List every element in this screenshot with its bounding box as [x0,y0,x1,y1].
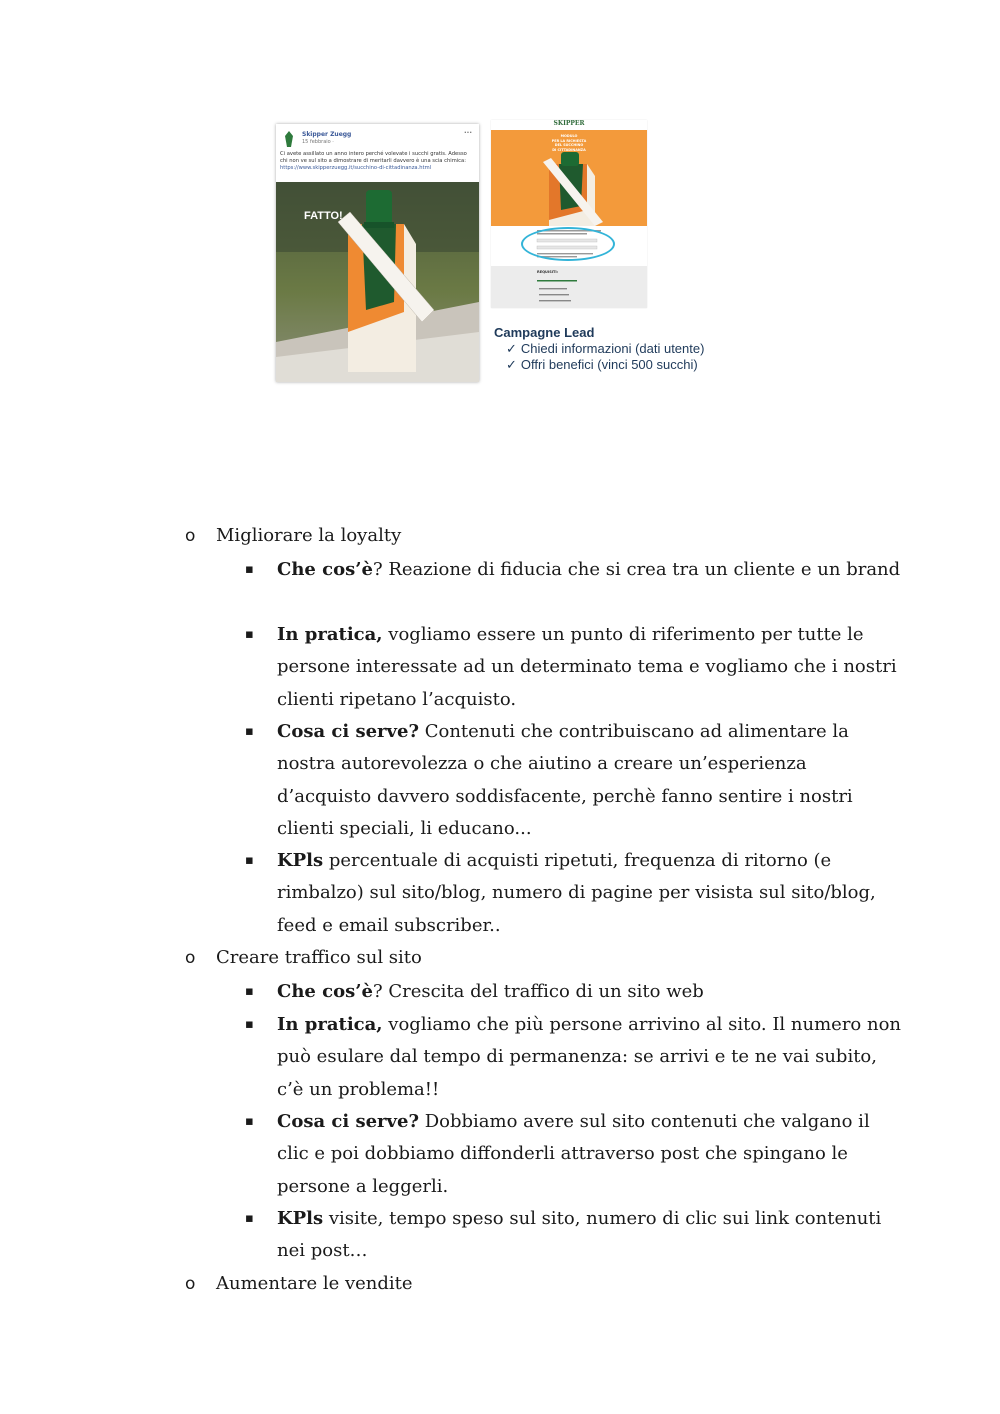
sub-list-item [245,619,902,716]
sub-item-text: vogliamo essere un punto di riferimento per tutte le persone interessate ad un determinato tema e vogliamo che i nostri clienti ripetano l’acquisto. [277,624,897,710]
sub-list-item [245,716,902,846]
sub-list-item [245,845,902,942]
sub-item-label: In pratica, [277,624,383,645]
sub-item-label: Che cos’è [277,981,373,1002]
sub-list-item [245,1203,902,1268]
facebook-post-date: 15 febbraio · [302,139,334,145]
facebook-post-screenshot [276,124,479,382]
landing-nav-bar [491,120,647,130]
landing-requirements [491,266,647,308]
sub-list-bullet: ▪ [245,1114,254,1129]
sub-item-label: KPls [277,850,324,871]
landing-hero [491,130,647,226]
sub-item-label: Cosa ci serve? [277,1111,419,1132]
sub-item-text: percentuale di acquisti ripetuti, frequenza di ritorno (e rimbalzo) sul sito/blog, numero di pagine per visista sul sito/blog, feed e email subscriber.. [277,850,876,936]
landing-brand: SKIPPER [553,120,585,127]
sub-list-bullet: ▪ [245,984,254,999]
list-item [185,942,896,974]
sub-item-text: ? Crescita del traffico di un sito web [372,981,704,1002]
landing-requirements-heading: REQUISITI: [537,270,559,274]
requirements-list-graphic [491,266,647,308]
more-options-icon: ··· [464,129,472,137]
landing-juice-pack-image [491,130,647,226]
facebook-post-header [282,131,474,149]
facebook-post-link: https://www.skipperzuegg.it/succhino-di-cittadinanza.html [280,165,432,171]
list-bullet: o [185,526,196,546]
sub-list-bullet: ▪ [245,562,254,577]
sub-list-item [245,976,902,1008]
form-highlight-circle [521,227,615,261]
campaign-caption-item [506,357,698,373]
list-item-text: Aumentare le vendite [216,1273,413,1294]
list-item [185,1268,896,1300]
facebook-page-name: Skipper Zuegg [302,131,352,138]
check-icon: ✓ [506,357,517,372]
sub-item-text: Dobbiamo avere sul sito contenuti che valgano il clic e poi dobbiamo diffonderli attraverso post che spingano le persone a leggerli. [277,1111,870,1197]
sub-list-item [245,554,902,586]
campaign-caption-item-text: Offri benefici (vinci 500 succhi) [520,357,698,372]
sub-list-item [245,1009,902,1106]
sub-list-bullet: ▪ [245,1211,254,1226]
campaign-caption-item-text: Chiedi informazioni (dati utente) [520,341,705,356]
campaign-figure [276,120,736,390]
sub-item-text: visite, tempo speso sul sito, numero di clic sui link contenuti nei post… [277,1208,882,1262]
sub-item-label: In pratica, [277,1014,383,1035]
sub-item-label: Cosa ci serve? [277,721,419,742]
sub-list-bullet: ▪ [245,1017,254,1032]
sub-list-item [245,1106,902,1203]
sub-item-text: vogliamo che più persone arrivino al sito. Il numero non può esulare dal tempo di permanenza: se arrivi e te ne vai subito, c’è un problema!! [277,1014,902,1100]
list-bullet: o [185,948,196,968]
landing-hero-title: MODULO PER LA RICHIESTA DEL SUCCHINO DI CITTADINANZA [551,134,587,152]
campaign-caption-item [506,341,704,357]
list-item [185,520,896,552]
check-icon: ✓ [506,341,517,356]
list-bullet: o [185,1274,196,1294]
skipper-logo-icon [284,131,294,147]
campaign-caption-title: Campagne Lead [494,325,595,340]
sub-item-label: KPls [277,1208,324,1229]
sub-list-bullet: ▪ [245,853,254,868]
sub-item-text: ? Reazione di fiducia che si crea tra un cliente e un brand [372,559,901,580]
sub-item-label: Che cos’è [277,559,373,580]
landing-page-screenshot [491,120,647,308]
list-item-text: Creare traffico sul sito [216,947,422,968]
sub-item-text: Contenuti che contribuiscano ad alimentare la nostra autorevolezza o che aiutino a creare un’esperienza d’acquisto davvero soddisfacente, perchè fanno sentire i nostri clienti speciali, li educano... [277,721,853,840]
sub-list-bullet: ▪ [245,724,254,739]
photo-caption-fatto: FATTO! [304,210,343,222]
list-item-text: Migliorare la loyalty [216,525,402,546]
sub-list-bullet: ▪ [245,627,254,642]
facebook-post-text: Ci avete assillato un anno intero perché volevate i succhi gratis. Adesso chi non ve sul sito a dimostrare di meritarli davvero è una scia chimica: [280,151,467,164]
